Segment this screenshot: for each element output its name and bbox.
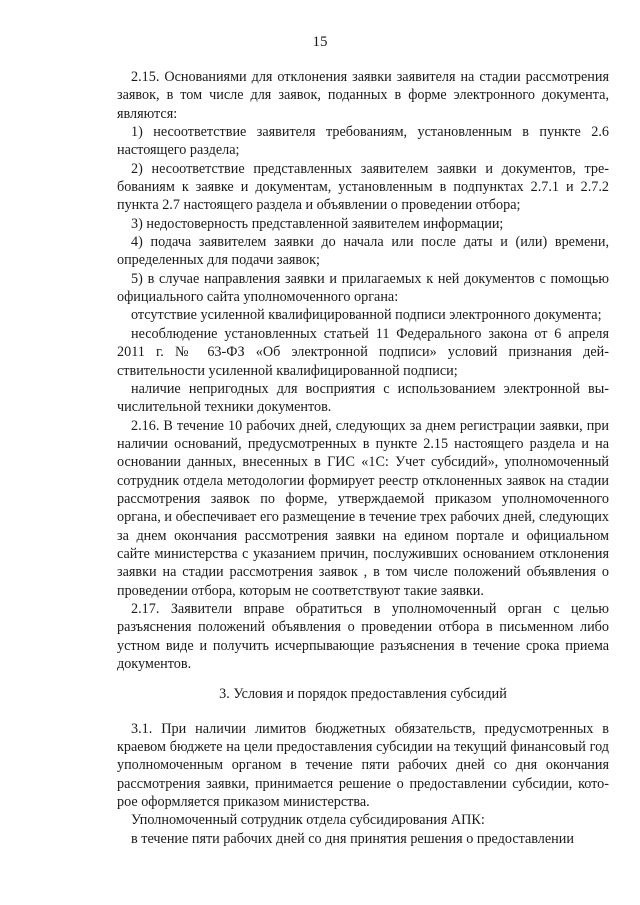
paragraph-within-five-days: в течение пяти рабочих дней со дня принятия решения о предоставлении (131, 830, 574, 847)
sub-item-unreadable: наличие непригодных для восприятия с использованием электронной вычислительной техники документов. (117, 380, 609, 416)
paragraph-2-17: 2.17. Заявители вправе обратиться в уполномоченный орган с целью разъяснения положений объявления о проведении отбора в письменном либо устном виде и получить исчерпывающие разъяснения в течение срока приема документов. (117, 600, 609, 672)
section-heading: 3. Условия и порядок предоставления субсидий (219, 686, 507, 703)
paragraph-authorized-employee: Уполномоченный сотрудник отдела субсидирования АПК: (131, 812, 485, 829)
document-body (117, 68, 609, 848)
sub-item-noncompliance: несоблюдение установленных статьей 11 Федерального закона от 6 апреля 2011 г. № 63-ФЗ «Об электронной подписи» условий признания действительности усиленной квалифицированной подписи; (117, 325, 609, 379)
paragraph-2-16: 2.16. В течение 10 рабочих дней, следующих за днем регистрации заявки, при наличии оснований, предусмотренных в пункте 2.15 настоящего раздела и на основании данных, внесенных в ГИС «1С: Учет субсидий», уполномоченный сотрудник отдела методологии формирует реестр отклоненных заявок на стадии рассмотрения заявок по форме, утверждаемой приказом уполномоченного органа, и обеспечивает его размещение в течение трех рабочих дней, следующих за днем окончания рассмотрения заявки на едином портале и официальном сайте министерства с указанием причин, послуживших основанием отклонения заявки на стадии рассмотрения заявок , в том числе положений объявления о проведении отбора, которым не соответствуют такие заявки. (117, 417, 609, 599)
list-item-3: 3) недостоверность представленной заявителем информации; (131, 215, 504, 232)
paragraph-3-1: 3.1. При наличии лимитов бюджетных обязательств, предусмотренных в краевом бюджете на цели предоставления субсидии на текущий финансовый год уполномоченным органом в течение пяти рабочих дней со дня окончания рассмотрения заявки, принимается решение о предоставлении субсидии, которое оформляется приказом министерства. (117, 720, 609, 811)
list-item-1: 1) несоответствие заявителя требованиям, установленным в пункте 2.6 настоящего раздела; (117, 124, 609, 159)
list-item-5: 5) в случае направления заявки и прилагаемых к ней документов с помощью официального сайта уполномоченного органа: (117, 270, 609, 306)
list-item-4: 4) подача заявителем заявки до начала или после даты и (или) времени, определенных для подачи заявок; (117, 234, 609, 269)
list-item-2: 2) несоответствие представленных заявителем заявки и документов, требованиям к заявке и документам, установленным в подпунктах 2.7.1 и 2.7.2 пункта 2.7 настоящего раздела и объявлении о проведении отбора; (117, 160, 609, 214)
sub-item-no-signature: отсутствие усиленной квалифицированной подписи электронного документа; (131, 307, 602, 324)
paragraph-2-15: 2.15. Основаниями для отклонения заявки заявителя на стадии рассмотрения заявок, в том числе для заявок, поданных в форме электронного документа, являются: (117, 69, 609, 122)
page-number: 15 (312, 34, 328, 50)
